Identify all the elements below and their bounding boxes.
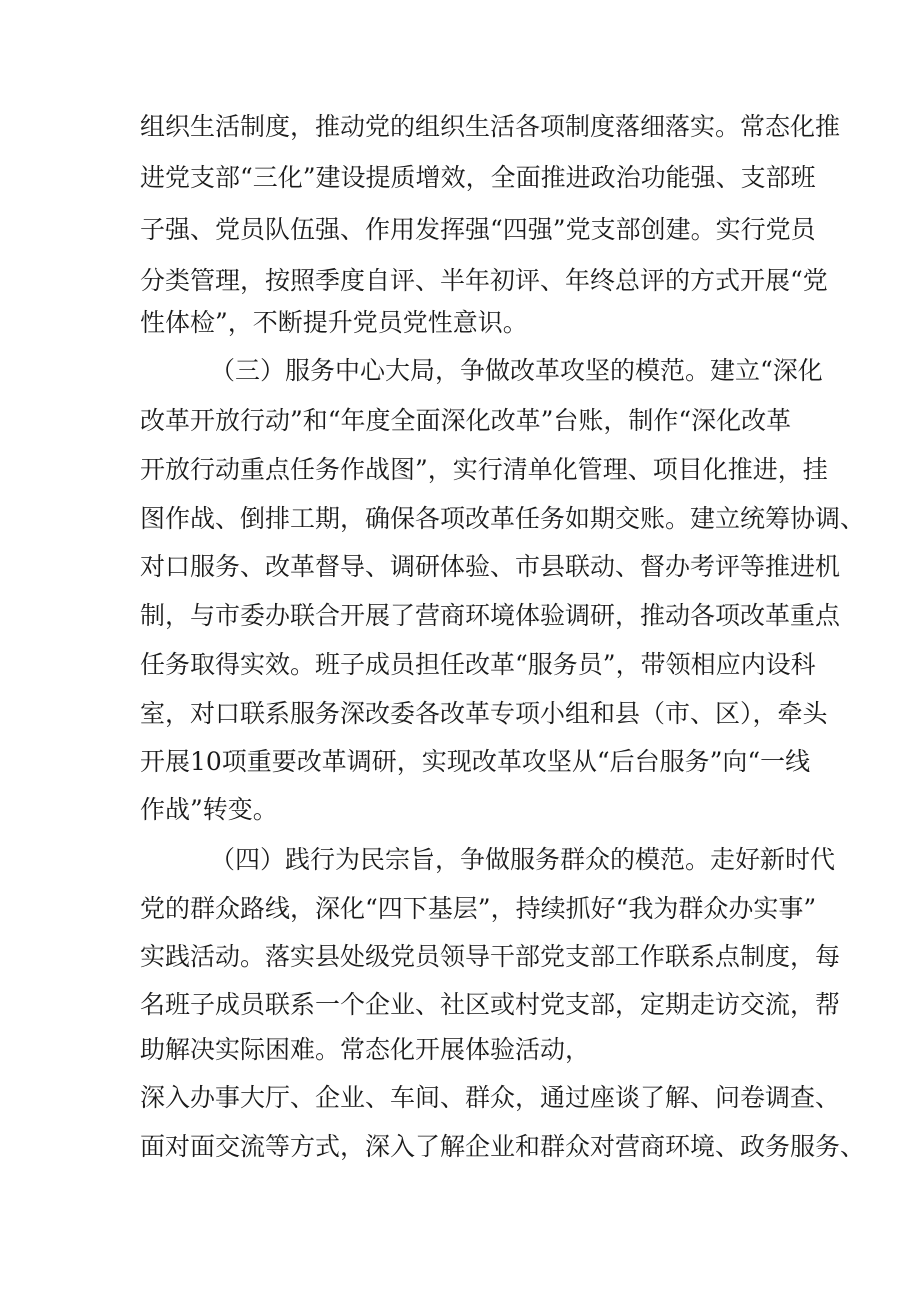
section-heading-three: （三）服务中心大局，争做改革攻坚的模范。建立“深化 [210,356,823,385]
text-line: 对口服务、改革督导、调研体验、市县联动、督办考评等推进机 [140,552,841,581]
text-line: 作战”转变。 [140,795,278,824]
text-line: 进党支部“三化”建设提质增效，全面推进政治功能强、支部班 [140,163,816,192]
text-line: 室，对口联系服务深改委各改革专项小组和县（市、区），牵头 [140,699,828,728]
text-line: 子强、党员队伍强、作用发挥强“四强”党支部创建。实行党员 [140,215,816,244]
text-line: 改革开放行动”和“年度全面深化改革”台账，制作“深化改革 [140,406,792,435]
text-line: 性体检”，不断提升党员党性意识。 [140,308,528,337]
text-line: 名班子成员联系一个企业、社区或村党支部，定期走访交流，帮 [140,990,841,1019]
text-line: 党的群众路线，深化“四下基层”，持续抓好“我为群众办实事” [140,894,817,923]
text-line: 实践活动。落实县处级党员领导干部党支部工作联系点制度，每 [140,942,841,971]
text-line: 组织生活制度，推动党的组织生活各项制度落细落实。常态化推 [140,112,841,141]
text-line: 面对面交流等方式，深入了解企业和群众对营商环境、政务服务、 [140,1132,866,1161]
section-heading-four: （四）践行为民宗旨，争做服务群众的模范。走好新时代 [210,845,836,874]
text-line: 制，与市委办联合开展了营商环境体验调研，推动各项改革重点 [140,601,841,630]
text-line: 助解决实际困难。常态化开展体验活动， [140,1035,591,1064]
text-line: 图作战、倒排工期，确保各项改革任务如期交账。建立统筹协调、 [140,504,866,533]
text-line: 开放行动重点任务作战图”，实行清单化管理、项目化推进，挂 [140,455,828,484]
text-line: 分类管理，按照季度自评、半年初评、年终总评的方式开展“党 [140,266,828,295]
text-line: 任务取得实效。班子成员担任改革“服务员”，带领相应内设科 [140,650,816,679]
text-line: 深入办事大厅、企业、车间、群众，通过座谈了解、问卷调查、 [140,1083,841,1112]
text-line: 开展10项重要改革调研，实现改革攻坚从“后台服务”向“一线 [140,747,811,776]
